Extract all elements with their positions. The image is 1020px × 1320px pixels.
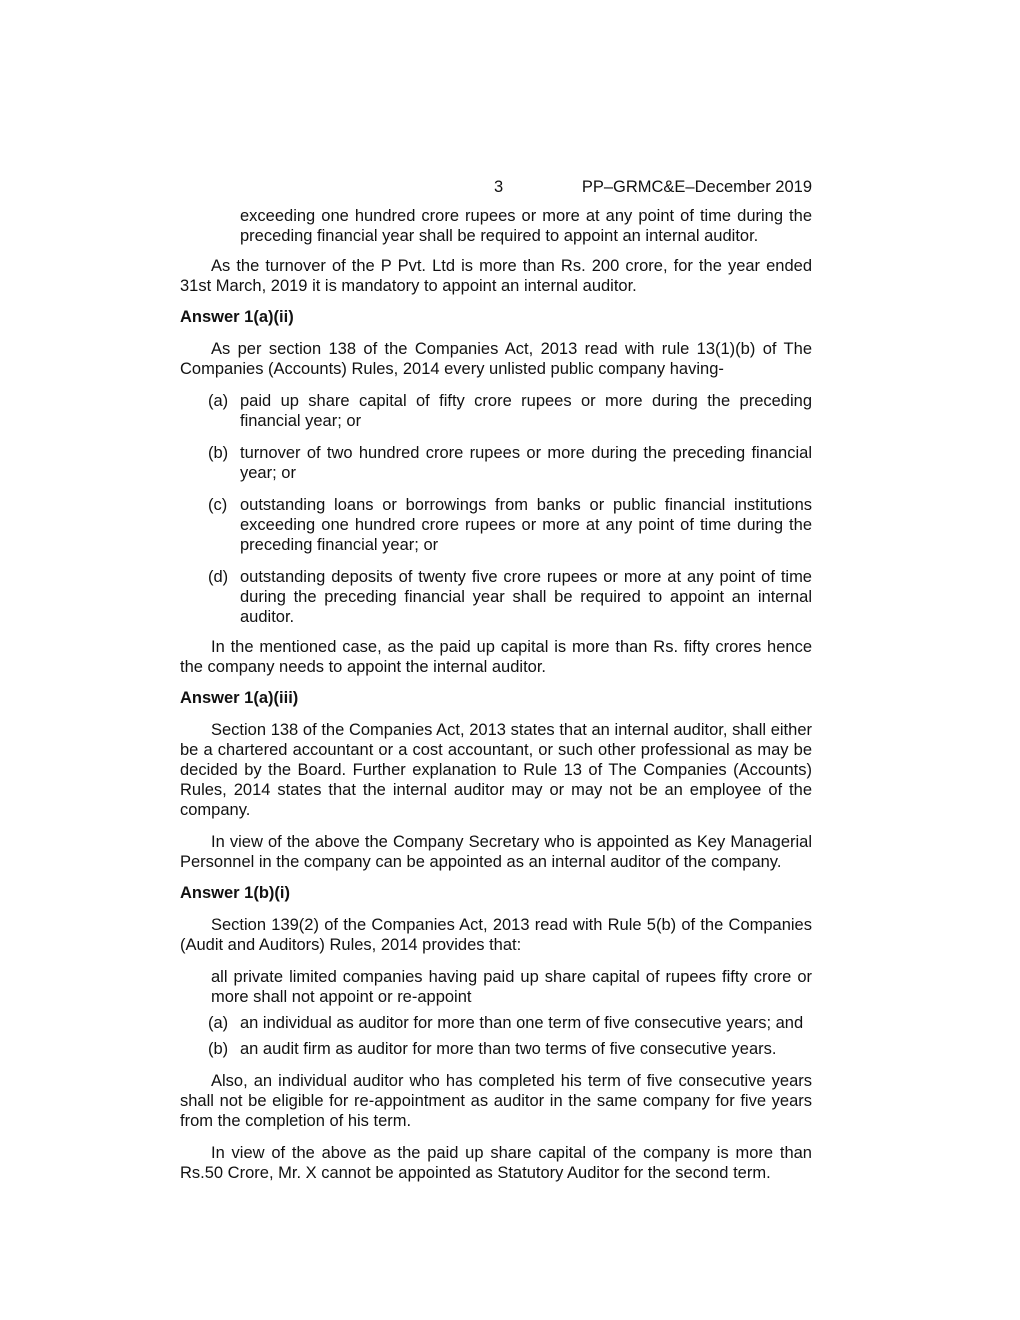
turnover-paragraph: As the turnover of the P Pvt. Ltd is more than Rs. 200 crore, for the year ended 31st March, 2019 it is mandatory to appoint an internal auditor.: [180, 257, 812, 295]
continuation-paragraph: exceeding one hundred crore rupees or more at any point of time during the preceding financial year shall be required to appoint an internal auditor.: [240, 207, 812, 245]
list-text: an individual as auditor for more than one term of five consecutive years; and: [240, 1014, 804, 1032]
list-item: [180, 1039, 812, 1059]
list-marker: (b): [208, 1040, 229, 1058]
list-marker: (d): [208, 568, 229, 586]
answer-1b-i-paragraph-1: Section 139(2) of the Companies Act, 2013 read with Rule 5(b) of the Companies (Audit and Auditors) Rules, 2014 provides that:: [180, 916, 812, 954]
answer-1a-ii-conclusion: In the mentioned case, as the paid up capital is more than Rs. fifty crores hence the company needs to appoint the internal auditor.: [180, 638, 812, 676]
answer-1a-iii-paragraph-2: In view of the above the Company Secretary who is appointed as Key Managerial Personnel in the company can be appointed as an internal auditor of the company.: [180, 833, 812, 871]
document-body: [180, 206, 812, 1183]
document-code: PP–GRMC&E–December 2019: [581, 178, 812, 196]
list-text: outstanding loans or borrowings from banks or public financial institutions exceeding one hundred crore rupees or more at any point of time during the preceding financial year; or: [240, 496, 812, 554]
list-marker: (a): [208, 392, 229, 410]
page-number: 3: [494, 178, 504, 196]
list-item: [180, 567, 812, 627]
list-item: [180, 1013, 812, 1033]
answer-1a-iii-heading: Answer 1(a)(iii): [180, 689, 299, 707]
page-header: [180, 176, 812, 198]
list-text: turnover of two hundred crore rupees or more during the preceding financial year; or: [240, 444, 812, 482]
list-marker: (c): [208, 496, 228, 514]
answer-1a-iii-paragraph-1: Section 138 of the Companies Act, 2013 states that an internal auditor, shall either be a chartered accountant or a cost accountant, or such other professional as may be decided by the Board. Further explanation to Rule 13 of The Companies (Accounts) Rules, 2014 states that the internal auditor may or may not be an employee of the company.: [180, 721, 812, 819]
answer-1a-ii-heading: Answer 1(a)(ii): [180, 308, 294, 326]
answer-1b-i-paragraph-2: all private limited companies having paid up share capital of rupees fifty crore or more shall not appoint or re-appoint: [211, 968, 812, 1006]
list-item: [180, 495, 812, 555]
answer-1b-i-paragraph-3: Also, an individual auditor who has completed his term of five consecutive years shall not be eligible for re-appointment as auditor in the same company for five years from the completion of his term.: [180, 1072, 812, 1130]
answer-1a-ii-intro: As per section 138 of the Companies Act, 2013 read with rule 13(1)(b) of The Companies (Accounts) Rules, 2014 every unlisted public company having-: [180, 340, 812, 378]
answer-1b-i-heading: Answer 1(b)(i): [180, 884, 291, 902]
answer-1b-i-paragraph-4: In view of the above as the paid up share capital of the company is more than Rs.50 Crore, Mr. X cannot be appointed as Statutory Auditor for the second term.: [180, 1144, 812, 1182]
list-item: [180, 443, 812, 483]
list-text: an audit firm as auditor for more than two terms of five consecutive years.: [240, 1040, 777, 1058]
list-marker: (b): [208, 444, 229, 462]
list-text: outstanding deposits of twenty five crore rupees or more at any point of time during the preceding financial year shall be required to appoint an internal auditor.: [240, 568, 812, 626]
list-item: [180, 391, 812, 431]
list-marker: (a): [208, 1014, 229, 1032]
list-text: paid up share capital of fifty crore rupees or more during the preceding financial year; or: [240, 392, 812, 430]
